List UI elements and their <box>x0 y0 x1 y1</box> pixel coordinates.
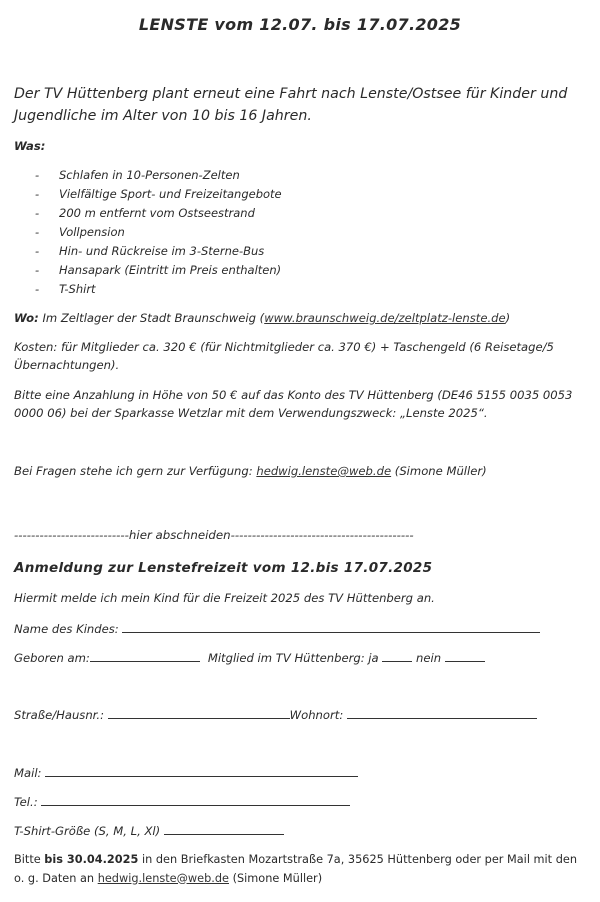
member-label: Mitglied im TV Hüttenberg: ja <box>207 651 383 665</box>
mail-field[interactable] <box>45 764 358 777</box>
list-dash: - <box>35 187 40 201</box>
birth-label: Geboren am: <box>14 651 90 665</box>
list-item <box>14 242 282 261</box>
member-no-field[interactable] <box>445 649 485 662</box>
was-label: Was: <box>14 139 46 153</box>
intro-paragraph: Der TV Hüttenberg plant erneut eine Fahrt nach Lenste/Ostsee für Kinder und Jugendliche im Alter von 10 bis 16 Jahren. <box>14 86 568 124</box>
footer-after: in den Briefkasten Mozartstraße 7a, 35625 Hüttenberg oder per Mail mit den o. g. Daten an <box>14 853 577 885</box>
birth-row <box>14 649 485 665</box>
mail-label: Mail: <box>14 766 46 780</box>
child-name-label: Name des Kindes: <box>14 622 123 636</box>
list-dash: - <box>35 206 40 220</box>
street-field[interactable] <box>108 706 290 719</box>
form-declaration: Hiermit melde ich mein Kind für die Freizeit 2025 des TV Hüttenberg an. <box>14 591 435 605</box>
member-no-label: nein <box>412 651 445 665</box>
shirt-field[interactable] <box>164 822 284 835</box>
deadline: bis 30.04.2025 <box>44 853 139 866</box>
list-dash: - <box>35 168 40 182</box>
city-label: Wohnort: <box>289 708 347 722</box>
list-dash: - <box>35 225 40 239</box>
list-item <box>14 280 282 299</box>
list-item-text: Hansapark (Eintritt im Preis enthalten) <box>59 263 282 277</box>
footer-paragraph <box>14 851 589 888</box>
child-name-field[interactable] <box>122 620 540 633</box>
was-list <box>14 166 282 299</box>
list-item-text: Vielfältige Sport- und Freizeitangebote <box>59 187 282 201</box>
city-field[interactable] <box>347 706 537 719</box>
tel-field[interactable] <box>41 793 350 806</box>
anzahlung-paragraph: Bitte eine Anzahlung in Höhe von 50 € auf das Konto des TV Hüttenberg (DE46 5155 0035 0053 0000 06) bei der Sparkasse Wetzlar mit dem Verwendungszweck: „Lenste 2025“. <box>14 388 573 420</box>
wo-paragraph <box>14 309 589 327</box>
list-item <box>14 166 282 185</box>
fragen-name: (Simone Müller) <box>391 464 487 478</box>
fragen-paragraph <box>14 462 589 480</box>
list-dash: - <box>35 282 40 296</box>
kosten-paragraph: Kosten: für Mitglieder ca. 320 € (für Nichtmitglieder ca. 370 €) + Taschengeld (6 Reisetage/5 Übernachtungen). <box>14 340 554 372</box>
cut-line: ---------------------------hier abschneiden------------------------------------------- <box>14 528 414 542</box>
list-item <box>14 223 282 242</box>
tel-label: Tel.: <box>14 795 42 809</box>
list-item <box>14 185 282 204</box>
list-item <box>14 204 282 223</box>
list-item-text: 200 m entfernt vom Ostseestrand <box>59 206 255 220</box>
child-name-row <box>14 620 540 636</box>
shirt-row <box>14 822 284 838</box>
wo-label: Wo: <box>14 311 39 325</box>
fragen-text: Bei Fragen stehe ich gern zur Verfügung: <box>14 464 257 478</box>
wo-text: Im Zeltlager der Stadt Braunschweig ( <box>38 311 265 325</box>
list-dash: - <box>35 263 40 277</box>
member-yes-field[interactable] <box>382 649 412 662</box>
page-title: LENSTE vom 12.07. bis 17.07.2025 <box>138 15 462 34</box>
list-item-text: Schlafen in 10-Personen-Zelten <box>59 168 240 182</box>
street-label: Straße/Hausnr.: <box>14 708 108 722</box>
mail-row <box>14 764 358 780</box>
list-item <box>14 261 282 280</box>
address-row <box>14 706 537 722</box>
list-dash: - <box>35 244 40 258</box>
footer-email-link[interactable]: hedwig.lenste@web.de <box>97 871 229 885</box>
footer-before: Bitte <box>14 853 45 866</box>
birth-field[interactable] <box>90 649 200 662</box>
email-link[interactable]: hedwig.lenste@web.de <box>256 464 392 478</box>
form-title: Anmeldung zur Lenstefreizeit vom 12.bis 17.07.2025 <box>14 560 433 576</box>
tel-row <box>14 793 350 809</box>
footer-name: (Simone Müller) <box>229 871 323 885</box>
list-item-text: Hin- und Rückreise im 3-Sterne-Bus <box>59 244 265 258</box>
list-item-text: Vollpension <box>59 225 125 239</box>
list-item-text: T-Shirt <box>59 282 96 296</box>
shirt-label: T-Shirt-Größe (S, M, L, Xl) <box>14 824 164 838</box>
braunschweig-link[interactable]: www.braunschweig.de/zeltplatz-lenste.de <box>264 311 506 325</box>
wo-close: ) <box>505 311 511 325</box>
